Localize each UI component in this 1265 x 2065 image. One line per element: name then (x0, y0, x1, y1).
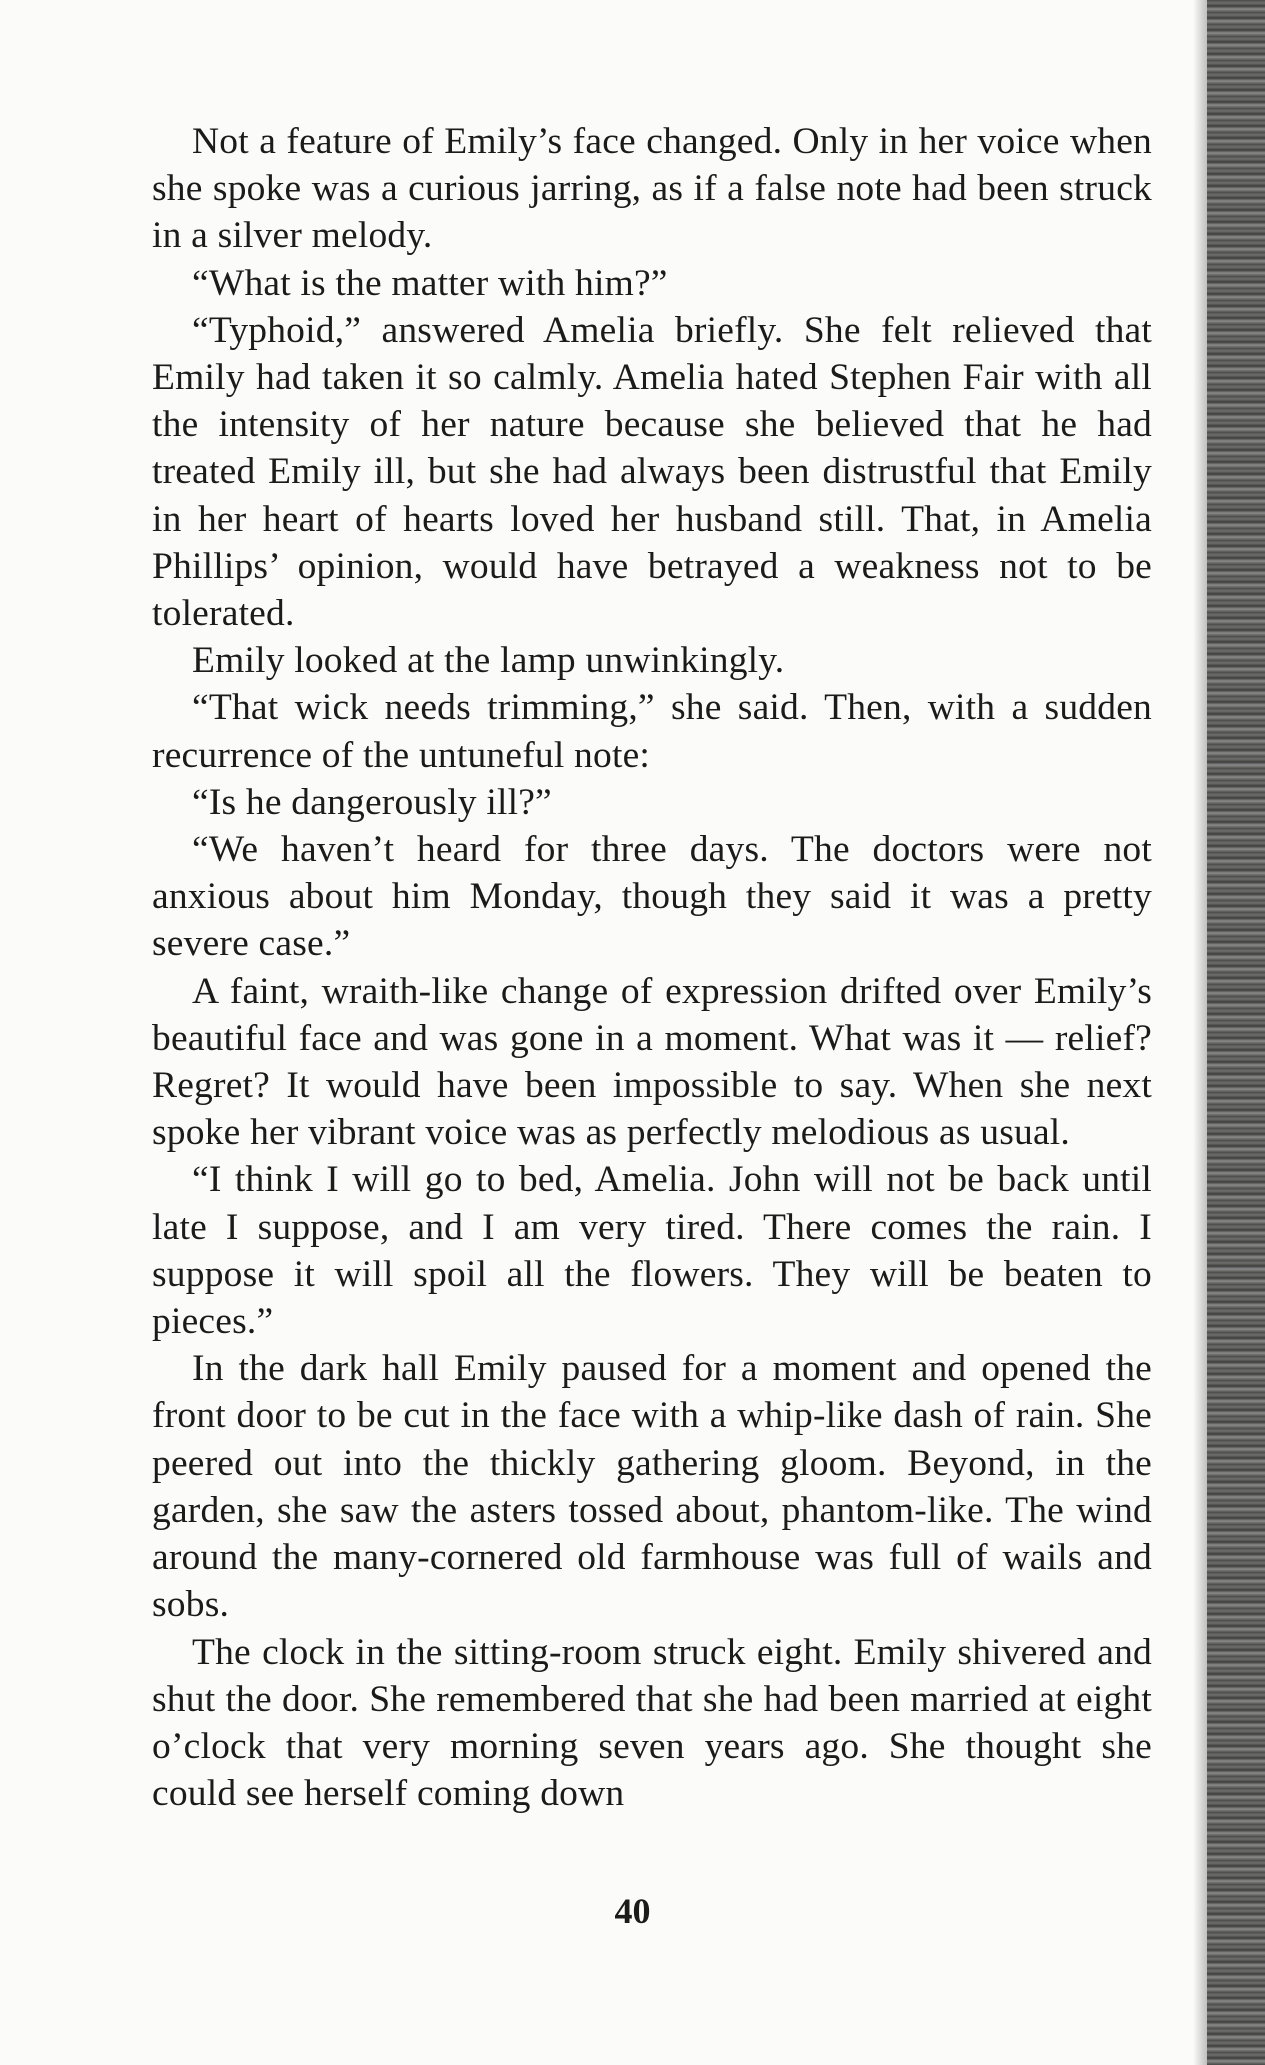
paragraph: A faint, wraith-like change of expression drifted over Emily’s beautiful face and was gone in a moment. What was it — relief? Regret? It would have been impossible to say. When she next spoke her vibrant voice was as perfectly melodious as usual. (152, 970, 1152, 1154)
paragraph: “We haven’t heard for three days. The doctors were not anxious about him Monday, though they said it was a pretty severe case.” (152, 829, 1152, 965)
paragraph: “That wick needs trimming,” she said. Then, with a sudden recurrence of the untuneful note: (152, 687, 1152, 776)
paragraph: In the dark hall Emily paused for a moment and opened the front door to be cut in the face with a whip-like dash of rain. She peered out into the thickly gathering gloom. Beyond, in the garden, she saw the asters tossed about, phantom-like. The wind around the many-cornered old farmhouse was full of wails and sobs. (152, 1348, 1152, 1626)
scanned-page-edge (1207, 0, 1265, 2065)
paragraph: The clock in the sitting-room struck eight. Emily shivered and shut the door. She remembered that she had been married at eight o’clock that very morning seven years ago. She thought she could see herself coming down (152, 1631, 1152, 1815)
paragraph: “Typhoid,” answered Amelia briefly. She felt relieved that Emily had taken it so calmly. Amelia hated Stephen Fair with all the intensity of her nature because she believed that he had treated Emily ill, but she had always been distrustful that Emily in her heart of hearts loved her husband still. That, in Amelia Phillips’ opinion, would have betrayed a weakness not to be tolerated. (152, 309, 1152, 635)
paragraph: “I think I will go to bed, Amelia. John will not be back until late I suppose, and I am very tired. There comes the rain. I suppose it will spoil all the flowers. They will be beaten to pieces.” (152, 1159, 1152, 1343)
paragraph: Emily looked at the lamp unwinkingly. (192, 640, 785, 682)
body-text (152, 118, 1152, 1817)
page-edge-shadow (1193, 0, 1207, 2065)
page-number: 40 (614, 1891, 651, 1931)
paragraph: “Is he dangerously ill?” (192, 781, 552, 823)
paragraph: Not a feature of Emily’s face changed. Only in her voice when she spoke was a curious jarring, as if a false note had been struck in a silver melody. (152, 121, 1152, 257)
paragraph: “What is the matter with him?” (192, 262, 668, 304)
